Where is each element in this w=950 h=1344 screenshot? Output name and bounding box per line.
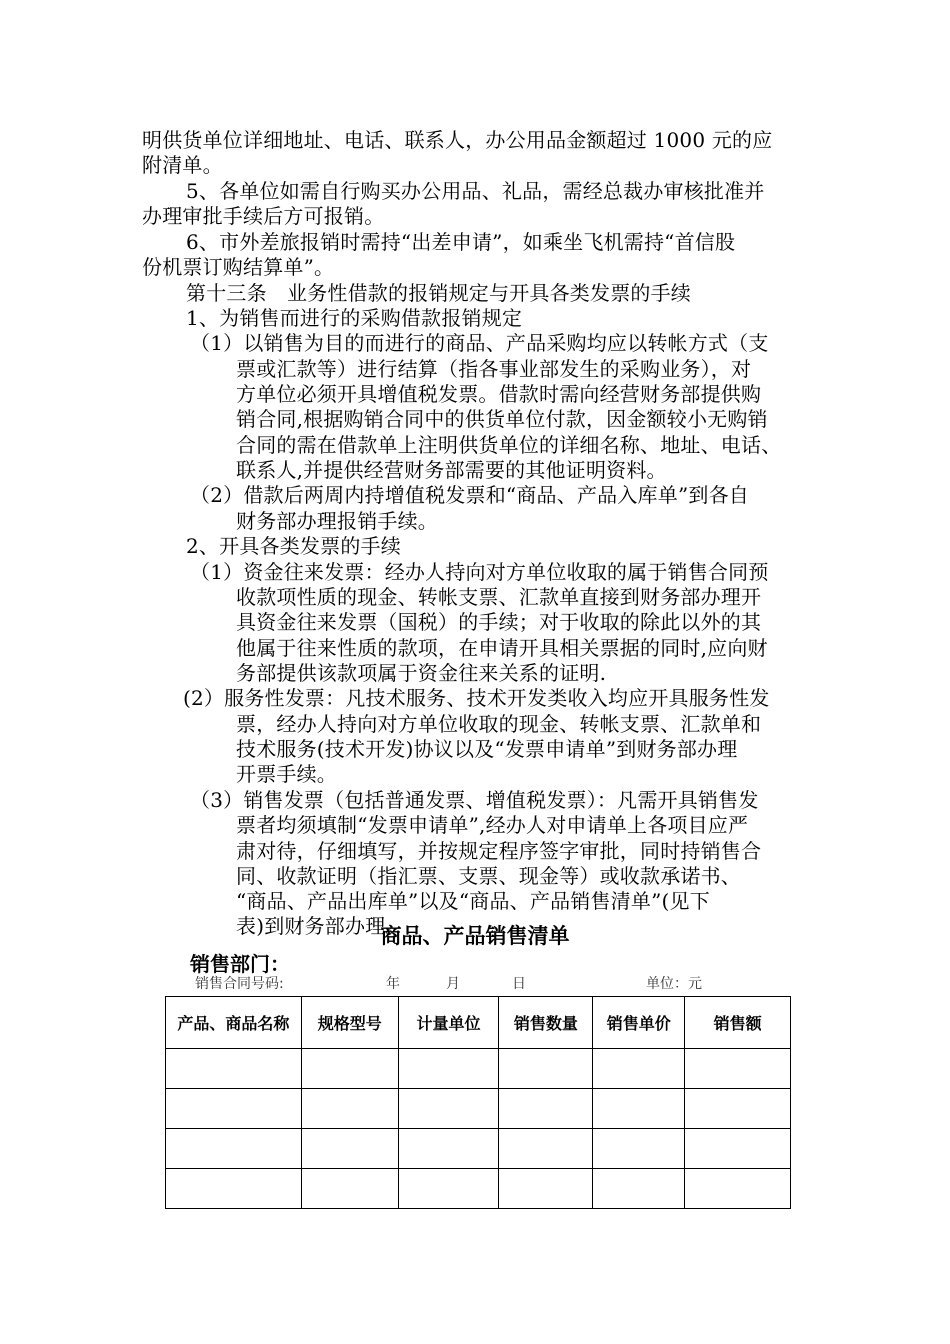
body-line: 联系人,并提供经营财务部需要的其他证明资料。 — [236, 458, 667, 482]
table-cell[interactable] — [593, 1129, 685, 1169]
body-line: （1）资金往来发票：经办人持向对方单位收取的属于销售合同预 — [190, 560, 769, 584]
body-line: 销合同,根据购销合同中的供货单位付款，因金额较小无购销 — [236, 407, 768, 431]
table-cell[interactable] — [593, 1089, 685, 1129]
table-row — [166, 1169, 791, 1209]
body-line: “商品、产品出库单”以及“商品、产品销售清单”(见下 — [236, 889, 710, 913]
column-header: 规格型号 — [301, 997, 398, 1049]
column-header: 计量单位 — [398, 997, 499, 1049]
body-line: （1）以销售为目的而进行的商品、产品采购均应以转帐方式（支 — [190, 331, 769, 355]
table-cell[interactable] — [685, 1089, 791, 1129]
table-row — [166, 1049, 791, 1089]
body-line: (2）服务性发票：凡技术服务、技术开发类收入均应开具服务性发 — [183, 686, 770, 710]
body-line: （2）借款后两周内持增值税发票和“商品、产品入库单”到各自 — [190, 483, 749, 507]
day-label: 日 — [512, 976, 526, 992]
table-row — [166, 1089, 791, 1129]
table-cell[interactable] — [593, 1049, 685, 1089]
body-line: 具资金往来发票（国税）的手续；对于收取的除此以外的其 — [236, 610, 762, 634]
body-line: 财务部办理报销手续。 — [236, 509, 438, 533]
table-cell[interactable] — [398, 1089, 499, 1129]
year-label: 年 — [386, 976, 400, 992]
table-cell[interactable] — [593, 1169, 685, 1209]
body-line: 票者均须填制“发票申请单”,经办人对申请单上各项目应严 — [236, 813, 749, 837]
body-line: 技术服务(技术开发)协议以及“发票申请单”到财务部办理 — [236, 737, 738, 761]
body-line: 附清单。 — [142, 153, 223, 177]
month-label: 月 — [446, 976, 460, 992]
sales-list-table — [165, 996, 791, 1209]
table-cell[interactable] — [301, 1089, 398, 1129]
column-header: 销售数量 — [499, 997, 593, 1049]
table-cell[interactable] — [301, 1129, 398, 1169]
table-cell[interactable] — [166, 1129, 302, 1169]
body-line: 务部提供该款项属于资金往来关系的证明. — [236, 661, 607, 685]
body-line: 同、收款证明（指汇票、支票、现金等）或收款承诺书、 — [236, 864, 741, 888]
body-line: 明供货单位详细地址、电话、联系人，办公用品金额超过 1000 元的应 — [142, 128, 773, 152]
form-title: 商品、产品销售清单 — [380, 924, 570, 948]
body-line: 方单位必须开具增值税发票。借款时需向经营财务部提供购 — [236, 382, 762, 406]
body-line: 办理审批手续后方可报销。 — [142, 204, 385, 228]
body-line: 票或汇款等）进行结算（指各事业部发生的采购业务），对 — [236, 357, 752, 381]
sales-dept-label: 销售部门： — [190, 952, 290, 976]
subsection-heading: 1、为销售而进行的采购借款报销规定 — [186, 306, 523, 330]
contract-number-label: 销售合同号码: — [195, 976, 284, 992]
column-header: 产品、商品名称 — [166, 997, 302, 1049]
column-header: 销售额 — [685, 997, 791, 1049]
body-line: 票，经办人持向对方单位收取的现金、转帐支票、汇款单和 — [236, 712, 762, 736]
table-cell[interactable] — [499, 1169, 593, 1209]
body-line: 肃对待，仔细填写，并按规定程序签字审批，同时持销售合 — [236, 839, 762, 863]
table-cell[interactable] — [685, 1129, 791, 1169]
body-line: 6、市外差旅报销时需持“出差申请”，如乘坐飞机需持“首信股 — [186, 230, 736, 254]
table-cell[interactable] — [499, 1129, 593, 1169]
table-cell[interactable] — [301, 1169, 398, 1209]
table-header-row — [166, 997, 791, 1049]
table-cell[interactable] — [301, 1049, 398, 1089]
table-cell[interactable] — [685, 1049, 791, 1089]
body-line: 他属于往来性质的款项，在申请开具相关票据的同时,应向财 — [236, 636, 768, 660]
unit-label: 单位：元 — [646, 976, 702, 992]
table-cell[interactable] — [166, 1049, 302, 1089]
table-row — [166, 1129, 791, 1169]
table-cell[interactable] — [685, 1169, 791, 1209]
column-header: 销售单价 — [593, 997, 685, 1049]
body-line: 表)到财务部办理。 — [236, 914, 406, 938]
body-line: 合同的需在借款单上注明供货单位的详细名称、地址、电话、 — [236, 433, 782, 457]
table-cell[interactable] — [499, 1049, 593, 1089]
table-cell[interactable] — [166, 1169, 302, 1209]
table-cell[interactable] — [398, 1169, 499, 1209]
table-cell[interactable] — [499, 1089, 593, 1129]
table-cell[interactable] — [166, 1089, 302, 1129]
table-cell[interactable] — [398, 1049, 499, 1089]
body-line: 份机票订购结算单”。 — [142, 255, 335, 279]
section-heading: 第十三条 业务性借款的报销规定与开具各类发票的手续 — [186, 281, 691, 305]
subsection-heading: 2、开具各类发票的手续 — [186, 534, 401, 558]
table-cell[interactable] — [398, 1129, 499, 1169]
body-line: 开票手续。 — [236, 762, 337, 786]
body-line: 收款项性质的现金、转帐支票、汇款单直接到财务部办理开 — [236, 585, 762, 609]
body-line: 5、各单位如需自行购买办公用品、礼品，需经总裁办审核批准并 — [186, 179, 765, 203]
body-line: （3）销售发票（包括普通发票、增值税发票）：凡需开具销售发 — [190, 788, 759, 812]
